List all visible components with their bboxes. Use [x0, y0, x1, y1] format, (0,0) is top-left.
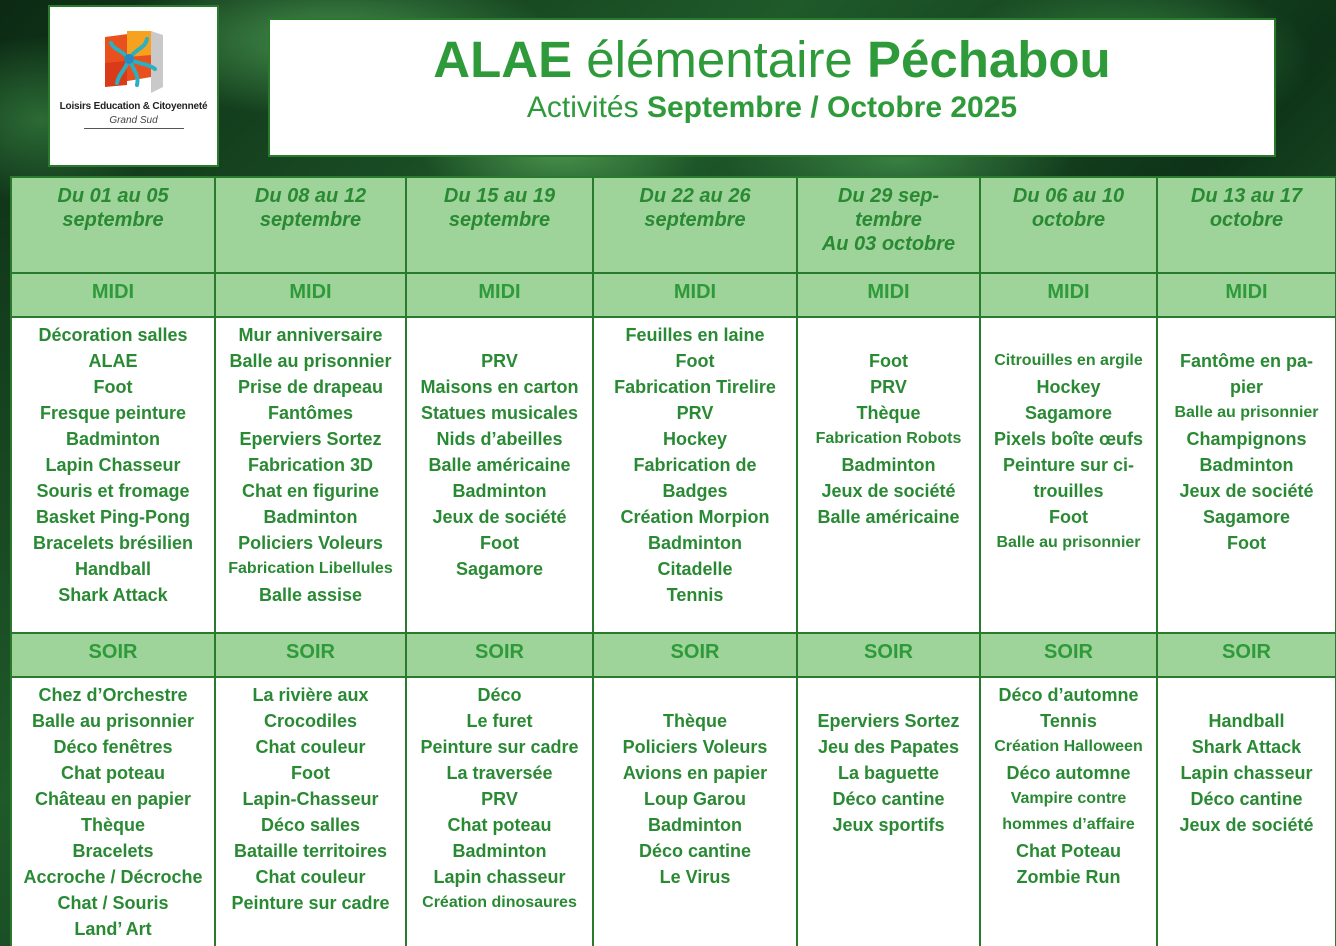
- soir-activities-cell: [11, 677, 215, 946]
- activity-item: Nids d’abeilles: [436, 429, 563, 449]
- activity-item: Souris et fromage: [36, 481, 190, 501]
- activity-item: Le furet: [466, 711, 533, 731]
- week-header: [215, 177, 406, 273]
- soir-label: SOIR: [980, 633, 1157, 677]
- activity-item: Thèque: [662, 711, 727, 731]
- activity-item: Peinture sur ci-: [1002, 455, 1135, 475]
- activity-item: Foot: [1227, 533, 1266, 553]
- midi-label: MIDI: [406, 273, 593, 317]
- activity-item: Jeux sportifs: [832, 815, 945, 835]
- header-line: octobre: [1031, 209, 1106, 231]
- week-header: [11, 177, 215, 273]
- activity-item: Accroche / Décroche: [23, 867, 203, 887]
- activity-item: Badminton: [452, 841, 547, 861]
- activity-item: Jeu des Papates: [817, 737, 960, 757]
- activity-item: Prise de drapeau: [237, 377, 384, 397]
- activity-item: ALAE: [88, 351, 138, 371]
- activity-item: Lapin chasseur: [1180, 763, 1313, 783]
- activity-item: La traversée: [446, 763, 553, 783]
- activity-item: Badminton: [1199, 455, 1294, 475]
- activity-item: Création Morpion: [620, 507, 770, 527]
- activity-item: Handball: [74, 559, 151, 579]
- activity-item: Peinture sur cadre: [420, 737, 579, 757]
- midi-activities-cell: [797, 317, 980, 633]
- activity-item: Foot: [675, 351, 715, 371]
- activity-item: Jeux de société: [1179, 815, 1314, 835]
- activity-item: Shark Attack: [1191, 737, 1302, 757]
- header-line: octobre: [1209, 209, 1284, 231]
- activity-item: Décoration salles: [38, 325, 188, 345]
- activity-item: hommes d’affaire: [1002, 816, 1135, 833]
- activity-item: Lapin Chasseur: [45, 455, 181, 475]
- activity-item: Fantôme en pa-: [1179, 351, 1313, 371]
- title-middle: élémentaire: [572, 31, 867, 88]
- activity-item: trouilles: [1033, 481, 1104, 501]
- week-header: [1157, 177, 1336, 273]
- soir-label: SOIR: [797, 633, 980, 677]
- activity-item: Tennis: [1040, 711, 1097, 731]
- header-line: septembre: [644, 209, 746, 231]
- header-line: Du 08 au 12: [254, 185, 367, 207]
- header-line: Au 03 octobre: [821, 233, 956, 255]
- activity-item: Foot: [291, 763, 330, 783]
- activity-item: Bataille territoires: [233, 841, 388, 861]
- activity-item: Sagamore: [455, 559, 544, 579]
- activity-item: Badminton: [648, 815, 742, 835]
- activity-item: Foot: [480, 533, 519, 553]
- activity-item: Chat couleur: [255, 867, 366, 887]
- week-header: [980, 177, 1157, 273]
- midi-label: MIDI: [215, 273, 406, 317]
- activity-schedule-table: [10, 176, 1336, 946]
- logo-region: Grand Sud: [109, 115, 158, 126]
- header-line: Du 01 au 05: [57, 185, 169, 207]
- activity-item: Déco cantine: [832, 789, 945, 809]
- activity-item: Déco cantine: [1190, 789, 1303, 809]
- activity-item: Policiers Voleurs: [622, 737, 768, 757]
- activity-item: Fantômes: [267, 403, 354, 423]
- activity-item: Jeux de société: [432, 507, 567, 527]
- activity-item: Eperviers Sortez: [239, 429, 382, 449]
- soir-section-row: [11, 633, 1336, 677]
- activity-item: Balle américaine: [817, 507, 960, 527]
- activity-item: Chat Poteau: [1015, 841, 1121, 861]
- activity-item: Fabrication Tirelire: [614, 377, 776, 397]
- soir-activities-row: [11, 677, 1336, 946]
- soir-label: SOIR: [593, 633, 797, 677]
- soir-activities-cell: [406, 677, 593, 946]
- activity-item: Balle au prisonnier: [1174, 404, 1319, 421]
- activity-item: Déco cantine: [638, 841, 752, 861]
- midi-section-row: [11, 273, 1336, 317]
- activity-item: Balle assise: [258, 585, 363, 605]
- midi-activities-cell: [980, 317, 1157, 633]
- soir-activities-cell: [215, 677, 406, 946]
- activity-item: Bracelets brésilien: [32, 533, 194, 553]
- activity-item: Badminton: [66, 429, 160, 449]
- activity-item: Basket Ping-Pong: [35, 507, 191, 527]
- activity-item: Badminton: [263, 507, 358, 527]
- activity-item: Fabrication Robots: [815, 430, 962, 447]
- logo-organization-name: Loisirs Education & Citoyenneté: [59, 101, 208, 112]
- activity-item: Fabrication 3D: [247, 455, 374, 475]
- activity-item: Eperviers Sortez: [817, 711, 960, 731]
- midi-activities-row: [11, 317, 1336, 633]
- soir-label: SOIR: [1157, 633, 1336, 677]
- activity-item: Shark Attack: [58, 585, 168, 605]
- header-line: Du 06 au 10: [1012, 185, 1125, 207]
- activity-item: Sagamore: [1202, 507, 1291, 527]
- week-header-row: [11, 177, 1336, 273]
- page-title: [270, 32, 1274, 88]
- activity-item: Thèque: [856, 403, 921, 423]
- activity-item: Handball: [1208, 711, 1285, 731]
- midi-label: MIDI: [593, 273, 797, 317]
- activity-item: Foot: [93, 377, 133, 397]
- header-line: Du 29 sep-: [837, 185, 940, 207]
- activity-item: Balle américaine: [428, 455, 571, 475]
- activity-item: La rivière aux: [252, 685, 369, 705]
- activity-item: Hockey: [1036, 377, 1101, 397]
- activity-item: Chat poteau: [447, 815, 552, 835]
- midi-activities-cell: [406, 317, 593, 633]
- activity-item: Badminton: [648, 533, 742, 553]
- title-alae: ALAE: [433, 31, 573, 88]
- activity-item: Badminton: [452, 481, 547, 501]
- activity-item: Création Halloween: [994, 738, 1143, 755]
- header-line: septembre: [448, 209, 551, 231]
- logo-divider: [84, 128, 184, 129]
- activity-item: PRV: [870, 377, 907, 397]
- soir-label: SOIR: [11, 633, 215, 677]
- activity-item: Badges: [662, 481, 728, 501]
- activity-item: Peinture sur cadre: [231, 893, 390, 913]
- activity-item: Avions en papier: [622, 763, 768, 783]
- title-school: Péchabou: [866, 31, 1111, 88]
- week-header: [593, 177, 797, 273]
- subtitle-prefix: Activités: [526, 91, 647, 124]
- activity-item: Jeux de société: [1179, 481, 1314, 501]
- activity-item: Thèque: [80, 815, 145, 835]
- subtitle-period: Septembre / Octobre 2025: [646, 91, 1018, 124]
- header-line: septembre: [259, 209, 362, 231]
- activity-item: Citadelle: [657, 559, 733, 579]
- activity-item: Foot: [869, 351, 908, 371]
- midi-activities-cell: [11, 317, 215, 633]
- activity-item: Foot: [1049, 507, 1088, 527]
- header-line: tembre: [855, 209, 922, 231]
- activity-item: Tennis: [666, 585, 724, 605]
- activity-item: Chat couleur: [255, 737, 366, 757]
- activity-item: Chat en figurine: [241, 481, 379, 501]
- soir-label: SOIR: [406, 633, 593, 677]
- activity-item: Déco fenêtres: [53, 737, 173, 757]
- midi-activities-cell: [215, 317, 406, 633]
- activity-item: La baguette: [837, 763, 939, 783]
- activity-item: Land’ Art: [74, 919, 152, 939]
- activity-item: Création dinosaures: [422, 894, 577, 911]
- activity-item: Jeux de société: [821, 481, 956, 501]
- activity-item: Déco salles: [260, 815, 361, 835]
- header-line: Du 15 au 19: [443, 185, 556, 207]
- midi-activities-cell: [1157, 317, 1336, 633]
- title-banner: [268, 18, 1276, 157]
- activity-item: Chat poteau: [60, 763, 165, 783]
- activity-item: Déco d’automne: [998, 685, 1139, 705]
- soir-activities-cell: [593, 677, 797, 946]
- activity-item: PRV: [481, 351, 518, 371]
- soir-activities-cell: [797, 677, 980, 946]
- activity-item: Crocodiles: [263, 711, 358, 731]
- activity-item: PRV: [481, 789, 518, 809]
- activity-item: Lapin chasseur: [433, 867, 566, 887]
- soir-activities-cell: [980, 677, 1157, 946]
- activity-item: Citrouilles en argile: [994, 352, 1143, 369]
- activity-item: Le Virus: [659, 867, 731, 887]
- activity-item: Chez d’Orchestre: [38, 685, 188, 705]
- organization-logo: [48, 5, 219, 167]
- midi-label: MIDI: [980, 273, 1157, 317]
- soir-activities-cell: [1157, 677, 1336, 946]
- activity-item: Déco automne: [1006, 763, 1131, 783]
- activity-item: Bracelets: [72, 841, 154, 861]
- midi-activities-cell: [593, 317, 797, 633]
- activity-item: Vampire contre: [1010, 790, 1127, 807]
- activity-item: Champignons: [1186, 429, 1307, 449]
- activity-item: Statues musicales: [420, 403, 579, 423]
- activity-item: Hockey: [662, 429, 728, 449]
- header-line: septembre: [62, 209, 164, 231]
- activity-item: Zombie Run: [1016, 867, 1121, 887]
- week-header: [406, 177, 593, 273]
- activity-item: Mur anniversaire: [238, 325, 383, 345]
- activity-item: Feuilles en laine: [625, 325, 765, 345]
- activity-item: Balle au prisonnier: [229, 351, 392, 371]
- activity-item: Policiers Voleurs: [238, 533, 383, 553]
- activity-item: Déco: [477, 685, 522, 705]
- activity-item: pier: [1229, 377, 1263, 397]
- activity-item: PRV: [676, 403, 714, 423]
- activity-item: Loup Garou: [644, 789, 746, 809]
- activity-item: Fabrication de: [633, 455, 757, 475]
- lec-logo-mark-icon: [101, 29, 167, 95]
- midi-label: MIDI: [797, 273, 980, 317]
- activity-item: Château en papier: [34, 789, 192, 809]
- activity-item: Fabrication Libellules: [228, 560, 393, 577]
- page-subtitle: [270, 90, 1274, 126]
- activity-item: Pixels boîte œufs: [993, 429, 1144, 449]
- activity-item: Badminton: [841, 455, 936, 475]
- soir-label: SOIR: [215, 633, 406, 677]
- activity-item: Maisons en carton: [420, 377, 579, 397]
- midi-label: MIDI: [1157, 273, 1336, 317]
- header-line: Du 22 au 26: [639, 185, 751, 207]
- midi-label: MIDI: [11, 273, 215, 317]
- activity-item: Lapin-Chasseur: [242, 789, 379, 809]
- activity-item: Balle au prisonnier: [31, 711, 195, 731]
- activity-item: Balle au prisonnier: [996, 534, 1141, 551]
- week-header: [797, 177, 980, 273]
- activity-item: Sagamore: [1024, 403, 1113, 423]
- activity-item: Chat / Souris: [57, 893, 169, 913]
- header-line: Du 13 au 17: [1190, 185, 1303, 207]
- activity-item: Fresque peinture: [39, 403, 187, 423]
